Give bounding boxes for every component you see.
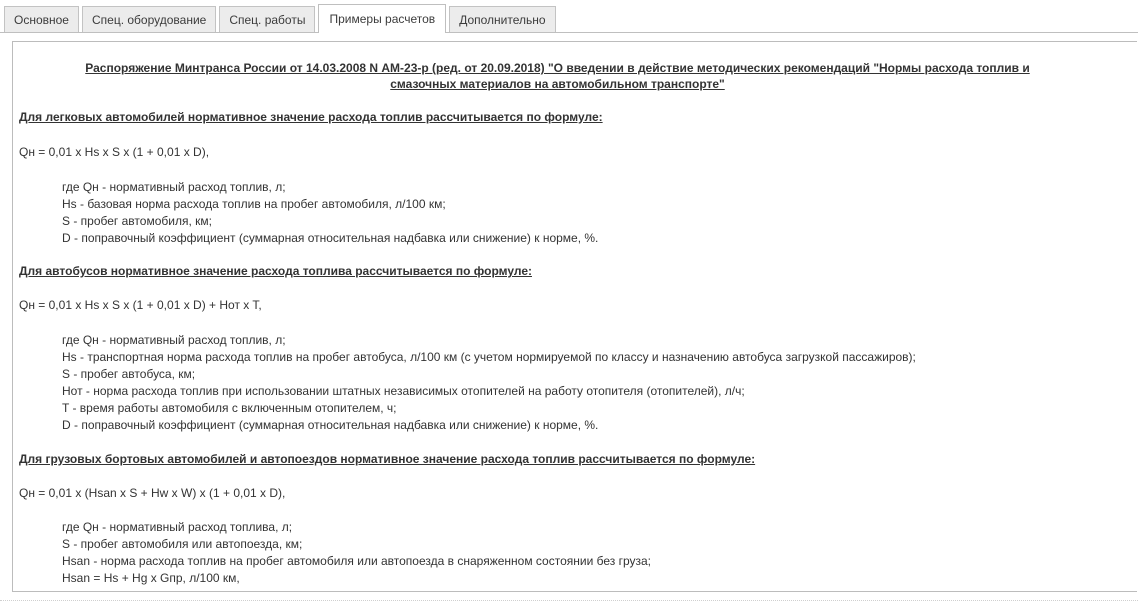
definition-line: где Qн - нормативный расход топлив, л; — [62, 180, 286, 194]
section-heading-buses: Для автобусов нормативное значение расхода топлива рассчитывается по формуле: — [19, 264, 532, 278]
definition-line: где Qн - нормативный расход топлива, л; — [62, 520, 293, 534]
tab-special-works[interactable]: Спец. работы — [219, 6, 315, 32]
definition-line: Hsan = Hs + Hg x Gпр, л/100 км, — [62, 571, 240, 585]
definition-line: S - пробег автомобиля или автопоезда, км; — [62, 537, 303, 551]
tab-main[interactable]: Основное — [4, 6, 79, 32]
definition-line: D - поправочный коэффициент (суммарная относительная надбавка или снижение) к норме, %. — [62, 418, 599, 432]
definition-line: T - время работы автомобиля с включенным отопителем, ч; — [62, 401, 397, 415]
definition-line: D - поправочный коэффициент (суммарная относительная надбавка или снижение) к норме, %. — [62, 231, 599, 245]
definition-line: Hs - базовая норма расхода топлив на пробег автомобиля, л/100 км; — [62, 197, 446, 211]
document-panel[interactable] — [12, 41, 1137, 592]
section-heading-cars: Для легковых автомобилей нормативное значение расхода топлив рассчитывается по формуле: — [19, 110, 603, 124]
document-title — [20, 60, 1095, 92]
document-title-line-2: смазочных материалов на автомобильном транспорте" — [390, 77, 725, 91]
tab-calculation-examples[interactable]: Примеры расчетов — [318, 4, 446, 33]
formula-buses: Qн = 0,01 x Hs x S x (1 + 0,01 x D) + Hот x T, — [19, 298, 262, 312]
document-title-line-1: Распоряжение Минтранса России от 14.03.2008 N АМ-23-р (ред. от 20.09.2018) "О введении в действие методических рекомендаций "Нормы расхода топлив и — [85, 61, 1030, 75]
definition-line: Hот - норма расхода топлив при использовании штатных независимых отопителей на работу отопителя (отопителей), л/ч; — [62, 384, 745, 398]
definition-line: S - пробег автобуса, км; — [62, 367, 196, 381]
bottom-divider — [0, 600, 1138, 601]
formula-cars: Qн = 0,01 x Hs x S x (1 + 0,01 x D), — [19, 145, 210, 159]
tab-additional[interactable]: Дополнительно — [449, 6, 555, 32]
definition-line: Hs - транспортная норма расхода топлив на пробег автобуса, л/100 км (с учетом нормируемой по классу и назначению автобуса загрузкой пассажиров); — [62, 350, 916, 364]
formula-trucks: Qн = 0,01 x (Hsan x S + Hw x W) x (1 + 0,01 x D), — [19, 486, 286, 500]
tab-special-equipment[interactable]: Спец. оборудование — [82, 6, 216, 32]
definition-line: Hsan - норма расхода топлив на пробег автомобиля или автопоезда в снаряженном состоянии без груза; — [62, 554, 652, 568]
section-heading-trucks: Для грузовых бортовых автомобилей и автопоездов нормативное значение расхода топлив рассчитывается по формуле: — [19, 452, 756, 466]
tab-bar — [0, 0, 1138, 33]
definition-line: S - пробег автомобиля, км; — [62, 214, 212, 228]
definition-line: где Qн - нормативный расход топлив, л; — [62, 333, 286, 347]
